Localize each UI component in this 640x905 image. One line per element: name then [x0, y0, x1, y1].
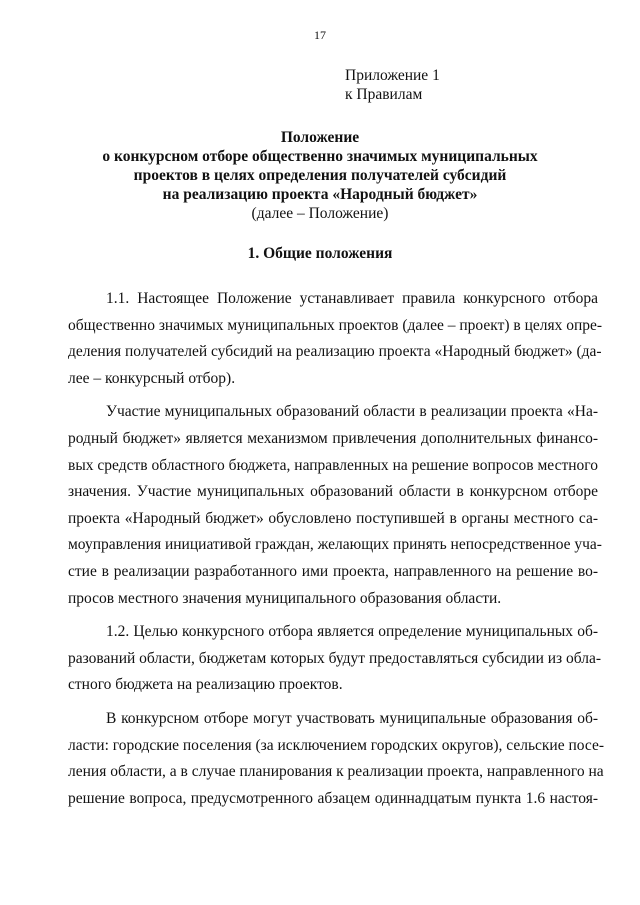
title-line-1: Положение	[280, 129, 360, 146]
appendix-reference	[345, 66, 440, 104]
paragraph-3-line: разований области, бюджетам которых будут предоставляться субсидии из обла-	[68, 649, 602, 667]
paragraph-1-line: лее – конкурсный отбор).	[68, 369, 236, 387]
paragraph-4-line: ления области, а в случае планирования к реализации проекта, направленного на	[68, 763, 604, 781]
paragraph-2-line: просов местного значения муниципального образования области.	[68, 589, 502, 607]
section-heading: 1. Общие положения	[247, 245, 393, 262]
paragraph-2-line: стие в реализации разработанного ими проекта, направленного на решение во-	[68, 562, 598, 580]
paragraph-3-line: стного бюджета на реализацию проектов.	[68, 676, 343, 694]
title-line-2: о конкурсном отборе общественно значимых муниципальных	[102, 148, 538, 165]
paragraph-4-line: решение вопроса, предусмотренного абзацем одиннадцатым пункта 1.6 настоя-	[68, 789, 598, 807]
title-line-3: проектов в целях определения получателей субсидий	[133, 167, 507, 184]
paragraph-1-line: деления получателей субсидий на реализацию проекта «Народный бюджет» (да-	[68, 343, 602, 361]
paragraph-1-line: 1.1. Настоящее Положение устанавливает правила конкурсного отбора	[106, 290, 598, 307]
paragraph-2-line: моуправления инициативой граждан, желающих принять непосредственное уча-	[68, 536, 602, 554]
document-title	[0, 128, 640, 223]
paragraph-1-line: общественно значимых муниципальных проектов (далее – проект) в целях опре-	[68, 316, 603, 334]
paragraph-2-line: родный бюджет» является механизмом привлечения дополнительных финансо-	[68, 429, 598, 447]
paragraph-2-line: значения. Участие муниципальных образований области в конкурсном отборе	[68, 483, 598, 501]
paragraph-4-line: ласти: городские поселения (за исключением городских округов), сельские посе-	[68, 736, 605, 754]
page-number: 17	[314, 28, 326, 42]
paragraph-2-line: проекта «Народный бюджет» обусловлено поступившей в органы местного са-	[68, 509, 598, 527]
title-line-4: на реализацию проекта «Народный бюджет»	[162, 186, 478, 203]
title-line-5: (далее – Положение)	[251, 205, 389, 222]
paragraph-2-line: вых средств областного бюджета, направленных на решение вопросов местного	[68, 456, 598, 474]
paragraph-3-line: 1.2. Целью конкурсного отбора является определение муниципальных об-	[106, 623, 598, 641]
body-text	[68, 286, 605, 812]
paragraph-2-line: Участие муниципальных образований области в реализации проекта «На-	[106, 403, 598, 421]
appendix-line-1: Приложение 1	[345, 67, 440, 84]
appendix-line-2: к Правилам	[345, 86, 423, 103]
paragraph-4-line: В конкурсном отборе могут участвовать муниципальные образования об-	[106, 709, 598, 727]
